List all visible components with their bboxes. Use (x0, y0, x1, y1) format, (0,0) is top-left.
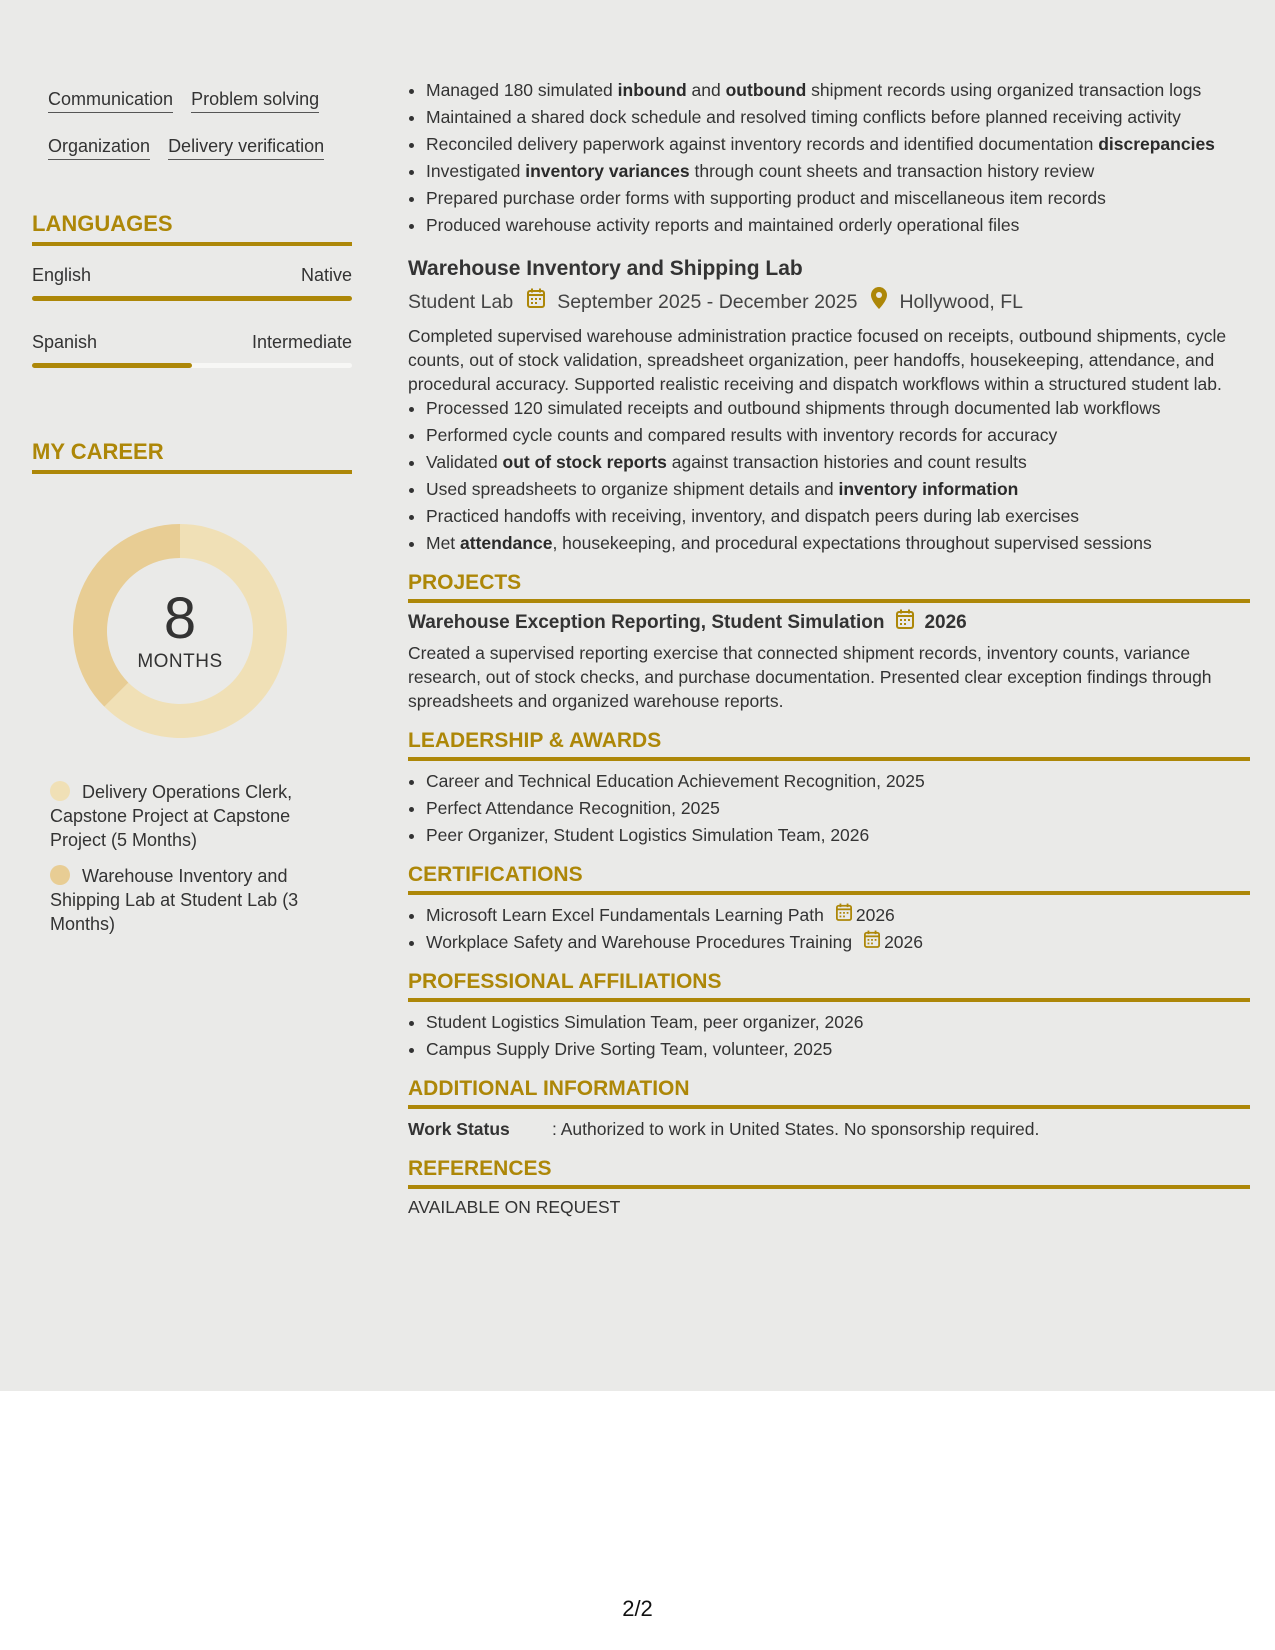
career-heading: MY CAREER (32, 438, 352, 474)
languages-heading: LANGUAGES (32, 210, 352, 246)
language-bar-fill (32, 363, 192, 368)
list-item (426, 903, 1250, 927)
language-name: English (32, 265, 92, 285)
affiliations-list (408, 1010, 1250, 1061)
skill-tag: Delivery verification (168, 135, 324, 160)
job-company: Student Lab (408, 290, 514, 313)
right-column (408, 78, 1250, 1219)
legend-label: Warehouse Inventory and Shipping Lab at Student Lab (3 Months) (50, 866, 299, 934)
cert-year: 2026 (855, 905, 895, 925)
left-column (32, 78, 352, 948)
certifications-list (408, 903, 1250, 954)
job-dates: September 2025 - December 2025 (557, 290, 858, 313)
list-item: • Investigated inventory variances through count sheets and transaction history review (426, 159, 1250, 183)
work-status-label: Work Status (408, 1119, 510, 1139)
leadership-list (408, 769, 1250, 847)
skill-tag: Organization (48, 135, 150, 160)
skill-tag: Communication (48, 88, 173, 113)
work-status-row (408, 1117, 1250, 1141)
languages-section (32, 210, 352, 368)
list-item: • Performed cycle counts and compared results with inventory records for accuracy (426, 423, 1250, 447)
affiliations-heading: PROFESSIONAL AFFILIATIONS (408, 968, 1250, 1002)
calendar-icon (836, 903, 852, 927)
language-row (32, 331, 352, 353)
list-item: • Peer Organizer, Student Logistics Simulation Team, 2026 (426, 823, 1250, 847)
list-item: • Produced warehouse activity reports and maintained orderly operational files (426, 213, 1250, 237)
list-item: • Prepared purchase order forms with supporting product and miscellaneous item records (426, 186, 1250, 210)
list-item: • Reconciled delivery paperwork against inventory records and identified documentation discrepancies (426, 132, 1250, 156)
location-pin-icon (871, 287, 887, 316)
language-bar (32, 363, 352, 368)
list-item: • Student Logistics Simulation Team, peer organizer, 2026 (426, 1010, 1250, 1034)
list-item: • Met attendance, housekeeping, and procedural expectations throughout supervised sessions (426, 531, 1250, 555)
cert-name: • Microsoft Learn Excel Fundamentals Learning Path (426, 905, 824, 925)
list-item: • Perfect Attendance Recognition, 2025 (426, 796, 1250, 820)
page-number: 2/2 (622, 1596, 653, 1621)
language-level: Intermediate (251, 332, 352, 352)
cert-name: • Workplace Safety and Warehouse Procedures Training (426, 932, 853, 952)
job-bullets (408, 396, 1250, 555)
list-item: • Processed 120 simulated receipts and outbound shipments through documented lab workflows (426, 396, 1250, 420)
calendar-icon (896, 609, 914, 637)
project-year: 2026 (924, 612, 967, 633)
skills-list (32, 78, 352, 172)
language-name: Spanish (32, 332, 98, 352)
language-bar (32, 296, 352, 301)
language-bar-fill (32, 296, 352, 301)
references-heading: REFERENCES (408, 1155, 1250, 1189)
job-location: Hollywood, FL (899, 290, 1024, 313)
project-title (408, 609, 1250, 637)
donut-total-number: 8 (163, 586, 197, 651)
list-item: • Campus Supply Drive Sorting Team, volunteer, 2025 (426, 1037, 1250, 1061)
previous-job-bullets (408, 78, 1250, 237)
career-section (32, 438, 352, 936)
project-name: Warehouse Exception Reporting, Student Simulation (408, 612, 885, 633)
legend-item (50, 864, 320, 936)
projects-heading: PROJECTS (408, 569, 1250, 603)
job-description: Completed supervised warehouse administration practice focused on receipts, outbound shipments, cycle counts, out of stock validation, spreadsheet organization, peer handoffs, housekeeping, attendance, and procedural accuracy. Supported realistic receiving and dispatch workflows within a structured student lab. (408, 326, 1227, 394)
list-item: • Validated out of stock reports against transaction histories and count results (426, 450, 1250, 474)
list-item: • Career and Technical Education Achievement Recognition, 2025 (426, 769, 1250, 793)
calendar-icon (527, 288, 545, 315)
additional-heading: ADDITIONAL INFORMATION (408, 1075, 1250, 1109)
legend-label: Delivery Operations Clerk, Capstone Project at Capstone Project (5 Months) (50, 782, 293, 850)
legend-dot (50, 781, 70, 801)
legend-dot (50, 865, 70, 885)
career-donut-chart (65, 516, 295, 746)
calendar-icon (864, 930, 880, 954)
job-meta (408, 287, 1250, 316)
cert-year: 2026 (884, 932, 923, 952)
list-item: • Used spreadsheets to organize shipment details and inventory information (426, 477, 1250, 501)
language-level: Native (300, 265, 352, 285)
job-title: Warehouse Inventory and Shipping Lab (408, 257, 803, 280)
skill-tag: Problem solving (191, 88, 319, 113)
list-item: • Practiced handoffs with receiving, inventory, and dispatch peers during lab exercises (426, 504, 1250, 528)
legend-item (50, 780, 320, 852)
language-row (32, 264, 352, 286)
list-item (426, 930, 1250, 954)
references-text: AVAILABLE ON REQUEST (408, 1197, 621, 1217)
donut-total-unit: MONTHS (137, 651, 223, 672)
certifications-heading: CERTIFICATIONS (408, 861, 1250, 895)
leadership-heading: LEADERSHIP & AWARDS (408, 727, 1250, 761)
work-status-value: : Authorized to work in United States. No sponsorship required. (552, 1119, 1040, 1139)
project-description: Created a supervised reporting exercise that connected shipment records, inventory counts, variance research, out of stock checks, and purchase documentation. Presented clear exception findings through spreadsheets and organized warehouse reports. (408, 643, 1212, 711)
list-item: • Maintained a shared dock schedule and resolved timing conflicts before planned receiving activity (426, 105, 1250, 129)
list-item: • Managed 180 simulated inbound and outbound shipment records using organized transaction logs (426, 78, 1250, 102)
career-legend (32, 780, 320, 936)
